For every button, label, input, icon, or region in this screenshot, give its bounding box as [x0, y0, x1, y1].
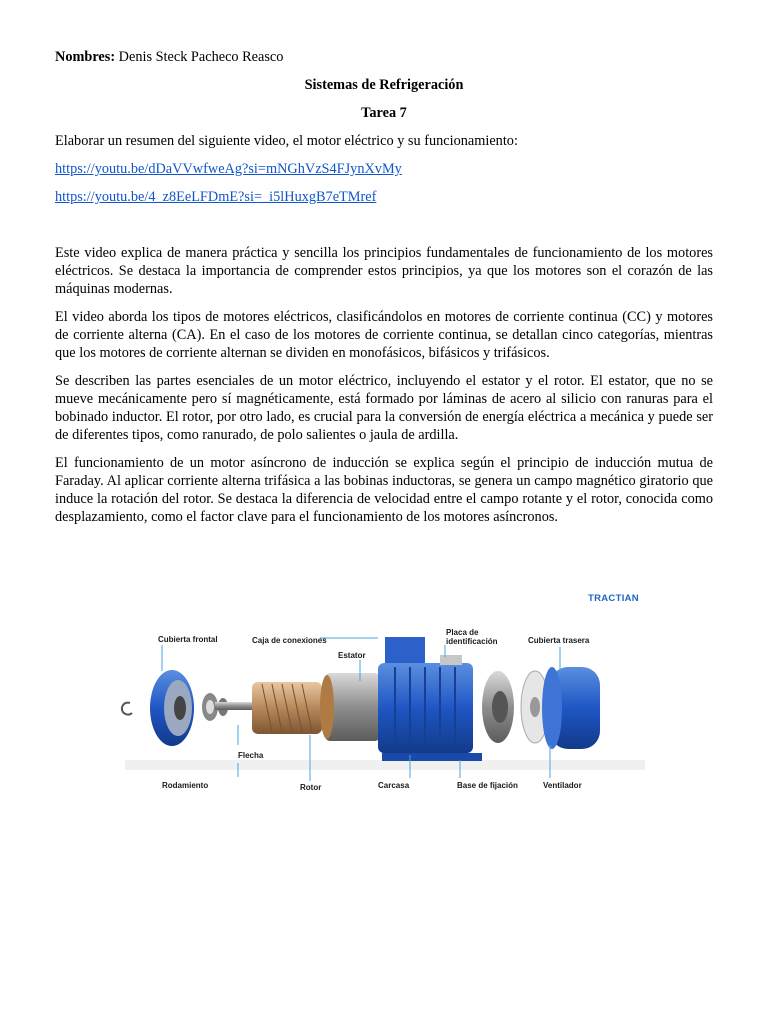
instruction-text: Elaborar un resumen del siguiente video, el motor eléctrico y su funcionamiento:: [55, 133, 518, 149]
video-link-1[interactable]: https://youtu.be/dDaVVwfweAg?si=mNGhVzS4FJynXvMy: [55, 161, 402, 177]
course-title: Sistemas de Refrigeración: [304, 77, 464, 93]
brand-logo-text: TRACTIAN: [588, 593, 639, 604]
rear-cover-part: [482, 671, 514, 743]
stator-part: [320, 673, 380, 741]
motor-exploded-diagram: [120, 585, 650, 800]
label-cubierta-trasera: Cubierta trasera: [528, 636, 590, 645]
names-value: Denis Steck Pacheco Reasco: [115, 49, 284, 65]
label-rotor: Rotor: [300, 783, 322, 792]
label-rodamiento: Rodamiento: [162, 781, 209, 790]
summary-paragraph-1: Este video explica de manera práctica y sencilla los principios fundamentales de funcionamiento de los motores eléctricos. Se destaca la importancia de comprender estos principios, ya que los motores son el corazón de las máquinas modernas.: [55, 245, 713, 297]
assignment-title: Tarea 7: [361, 105, 407, 121]
label-ventilador: Ventilador: [543, 781, 582, 790]
label-caja-conexiones: Caja de conexiones: [252, 636, 327, 645]
summary-paragraph-4: El funcionamiento de un motor asíncrono de inducción se explica según el principio de inducción mutua de Faraday. Al aplicar corriente alterna trifásica a las bobinas inductoras, se genera un campo magnético giratorio que induce la rotación del rotor. Se destaca la diferencia de velocidad entre el campo rotante y el rotor, conocida como desplazamiento, como el factor clave para el funcionamiento de los motores asíncronos.: [55, 455, 713, 525]
names-label: Nombres:: [55, 49, 116, 65]
label-flecha: Flecha: [238, 751, 264, 760]
summary-paragraph-2: El video aborda los tipos de motores eléctricos, clasificándolos en motores de corriente continua (CC) y motores de corriente alterna (CA). En el caso de los motores de corriente continua, se detallan cinco categorías, mientras que los motores de corriente alternan se dividen en monofásicos, bifásicos y trifásicos.: [55, 309, 713, 361]
label-cubierta-frontal: Cubierta frontal: [158, 635, 218, 644]
label-placa-1: Placa de: [446, 628, 479, 637]
names-line: [55, 48, 713, 66]
label-carcasa: Carcasa: [378, 781, 410, 790]
document-page: [55, 48, 713, 536]
label-placa-2: identificación: [446, 637, 498, 646]
housing-part: [378, 637, 482, 761]
rotor-part: [252, 682, 322, 734]
label-estator: Estator: [338, 651, 366, 660]
front-cover-part: [122, 670, 194, 746]
floor-shadow: [125, 760, 645, 770]
video-link-2[interactable]: https://youtu.be/4_z8EeLFDmE?si=_i5lHuxgB7eTMref: [55, 189, 377, 205]
fan-cover-part: [542, 667, 600, 749]
summary-paragraph-3: Se describen las partes esenciales de un motor eléctrico, incluyendo el estator y el rotor. El estator, que no se mueve mecánicamente pero sí magnéticamente, está formado por láminas de acero al silicio con ranuras para el bobinado inductor. El rotor, por otro lado, es crucial para la conversión de energía eléctrica a mecánica y puede ser de diferentes tipos, como ranurado, de polo salientes o jaula de ardilla.: [55, 373, 713, 443]
label-base-fijacion: Base de fijación: [457, 781, 518, 790]
